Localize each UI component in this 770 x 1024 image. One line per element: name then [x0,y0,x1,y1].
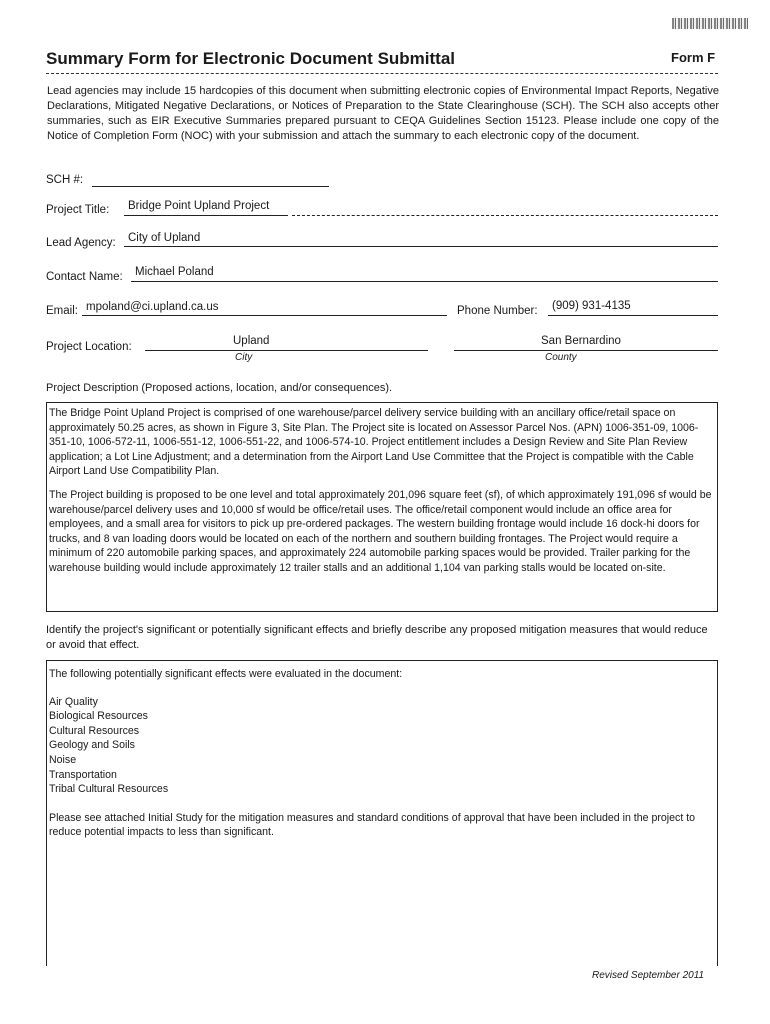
lead-agency-line [124,246,718,247]
contact-name-label: Contact Name: [46,271,123,283]
form-letter: Form F [671,50,716,65]
city-line [145,350,428,351]
effects-list [49,695,715,797]
form-title: Summary Form for Electronic Document Submittal [46,49,456,68]
scanner-stamp [672,18,748,29]
title-divider [46,73,718,74]
effects-intro: The following potentially significant effects were evaluated in the document: [49,668,403,680]
project-title-line-dashed [292,215,718,216]
city-caption: City [235,352,253,363]
project-location-label: Project Location: [46,341,132,353]
lead-agency-label: Lead Agency: [46,237,116,249]
email-value[interactable]: mpoland@ci.upland.ca.us [86,301,219,313]
effects-heading: Identify the project's significant or potentially significant effects and briefly describe any proposed mitigation measures that would reduce or avoid that effect. [46,624,708,651]
sch-label: SCH #: [46,174,84,186]
intro-paragraph: Lead agencies may include 15 hardcopies of this document when submitting electronic copies of Environmental Impact Reports, Negative Declarations, Mitigated Negative Declarations, or Notices of Preparation to the State Clearinghouse (SCH). The SCH also accepts other summaries, such as EIR Executive Summaries prepared pursuant to CEQA Guidelines Section 15123. Please include one copy of the Notice of Completion Form (NOC) with your submission and attach the summary to each electronic copy of the document. [47,85,719,142]
contact-name-value[interactable]: Michael Poland [135,266,214,278]
effect-item: Air Quality [49,695,98,708]
project-title-label: Project Title: [46,204,110,216]
description-paragraph-2: The Project building is proposed to be one level and total approximately 201,096 square feet (sf), of which approximately 191,096 sf would be warehouse/parcel delivery uses and 10,000 sf would be office/retail uses. The office/retail component would include an office area for employees, and a small area for visitors to pick up pre-ordered packages. The western building frontage would include 16 dock-hi doors for trucks, and 8 van loading doors would be located on each of the northern and southern building frontages. The Project would require a minimum of 220 automobile parking spaces, and approximately 224 automobile parking spaces would be provided. Trailer parking for the warehouse building would include approximately 12 trailer stalls and an additional 1,104 van parking stalls would be located on-site. [49,488,712,574]
effect-item: Biological Resources [49,710,148,723]
phone-value[interactable]: (909) 931-4135 [552,300,631,312]
sch-line [92,186,329,187]
project-title-value[interactable]: Bridge Point Upland Project [128,200,270,212]
effect-item: Transportation [49,768,117,781]
description-paragraph-1: The Bridge Point Upland Project is comprised of one warehouse/parcel delivery service building with an ancillary office/retail space on approximately 50.25 acres, as shown in Figure 3, Site Plan. The Project site is located on Assessor Parcel Nos. (APN) 1006-351-09, 1006-351-10, 1006-572-11, 1006-551-12, 1006-551-22, and 1006-574-10. Project entitlement includes a Design Review and Site Plan Review application; a Lot Line Adjustment; and a determination from the Airport Land Use Committee that the Project is compatible with the Cable Airport Land Use Compatibility Plan. [49,407,699,478]
county-caption: County [545,352,577,363]
phone-label: Phone Number: [457,305,538,317]
revision-date: Revised September 2011 [592,970,705,981]
project-title-line [124,215,288,216]
effect-item: Geology and Soils [49,739,135,752]
effect-item: Noise [49,753,77,766]
project-description-box[interactable] [46,402,718,612]
county-value[interactable]: San Bernardino [541,335,621,347]
county-line [454,350,718,351]
email-label: Email: [46,305,78,317]
effect-item: Tribal Cultural Resources [49,783,169,796]
lead-agency-value[interactable]: City of Upland [128,232,201,244]
mitigation-note: Please see attached Initial Study for the mitigation measures and standard conditions of approval that have been included in the project to reduce potential impacts to less than significant. [49,811,696,839]
city-value[interactable]: Upland [233,335,270,347]
project-description-heading: Project Description (Proposed actions, location, and/or consequences). [46,382,393,394]
effects-box[interactable] [46,660,718,966]
contact-name-line [131,281,718,282]
email-line [82,315,447,316]
effect-item: Cultural Resources [49,724,140,737]
phone-line [548,315,718,316]
